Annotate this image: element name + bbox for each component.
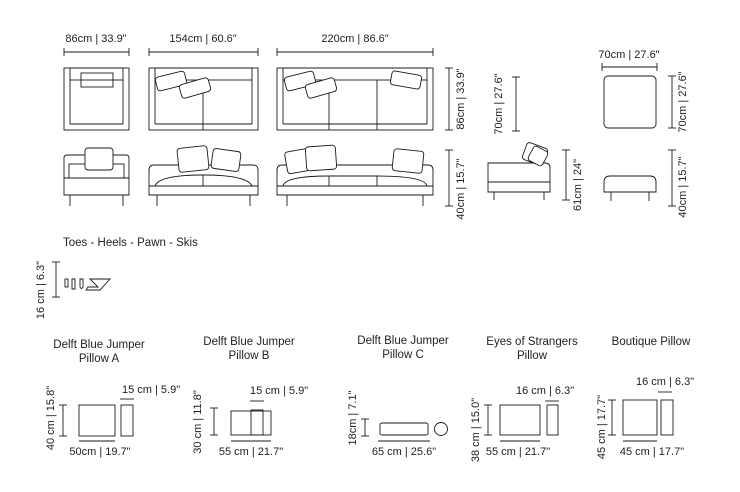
- height-40-front-dimension: [445, 150, 467, 220]
- pillow-b-name-2: Pillow B: [228, 350, 270, 362]
- pillow-a-name: Delft Blue Jumper: [53, 339, 145, 351]
- sofa-154-front-view: [149, 145, 258, 206]
- width-220-label: 220cm | 86.6": [321, 33, 389, 45]
- pillow-b-height-label: 30 cm | 11.8": [192, 390, 204, 454]
- pillow-boutique-name: Boutique Pillow: [611, 336, 691, 348]
- depth-70-ottoman-dimension: [668, 71, 689, 132]
- legs-height-dimension: [35, 261, 60, 319]
- width-86-label: 86cm | 33.9": [65, 33, 127, 45]
- height-40-front-label: 40cm | 15.7": [455, 158, 467, 220]
- depth-70-ottoman-label: 70cm | 27.6": [677, 71, 689, 133]
- sofa-220-top-view: [277, 68, 433, 130]
- pillow-c-name: Delft Blue Jumper: [357, 335, 449, 347]
- sofa-side-view: [488, 142, 550, 200]
- width-154-dimension: [149, 33, 258, 56]
- top-dimension-lines: [64, 33, 660, 71]
- pillow-b-width-label: 55 cm | 21.7": [218, 446, 284, 458]
- legs-title: Toes - Heels - Pawn - Skis: [63, 237, 198, 249]
- width-154-label: 154cm | 60.6": [169, 33, 237, 45]
- legs-illustration: [65, 279, 110, 290]
- height-61-label: 61cm | 24": [572, 158, 584, 212]
- pillow-eos-depth-label: 16 cm | 6.3": [516, 385, 575, 397]
- pillow-a-depth-label: 15 cm | 5.9": [122, 384, 181, 396]
- pillow-eos-name-2: Pillow: [516, 350, 548, 362]
- width-70-dimension: [598, 49, 659, 71]
- legs-height-label: 16 cm | 6.3": [35, 260, 47, 320]
- width-220-dimension: [277, 33, 433, 56]
- pillow-eos-name: Eyes of Strangers: [486, 336, 578, 348]
- pillow-c-name-2: Pillow C: [382, 349, 424, 361]
- pillow-b: [192, 336, 308, 458]
- depth-86-label: 86cm | 33.9": [455, 68, 467, 130]
- width-86-dimension: [64, 33, 129, 56]
- pillow-eos-width-label: 55 cm | 21.7": [485, 446, 551, 458]
- pillow-boutique-height-label: 45 cm | 17.7": [596, 394, 608, 460]
- pillow-b-depth-label: 15 cm | 5.9": [250, 385, 309, 397]
- pillow-eos-height-label: 38 cm | 15.0": [470, 397, 482, 463]
- armchair-top-view: [64, 68, 129, 130]
- height-40-ottoman-dimension: [668, 150, 689, 218]
- depth-70-side-dimension: [493, 73, 520, 134]
- pillow-boutique-depth-label: 16 cm | 6.3": [636, 376, 695, 388]
- ottoman-front-view: [604, 176, 656, 201]
- armchair-front-view: [64, 148, 129, 206]
- pillow-c: [347, 335, 449, 458]
- sofa-154-top-view: [149, 68, 258, 130]
- pillow-boutique: [596, 336, 694, 459]
- sofa-220-front-view: [277, 145, 433, 206]
- pillow-a-width-label: 50cm | 19.7": [69, 446, 131, 458]
- pillow-eyes-of-strangers: [470, 336, 578, 462]
- pillow-a-name-2: Pillow A: [78, 353, 120, 365]
- depth-86-dimension: [445, 68, 467, 130]
- depth-70-side-label: 70cm | 27.6": [493, 73, 505, 135]
- ottoman-top-view: [604, 76, 656, 128]
- pillow-b-name: Delft Blue Jumper: [203, 336, 295, 348]
- pillow-a-height-label: 40 cm | 15.8": [45, 385, 57, 451]
- pillow-a: [45, 339, 180, 458]
- width-70-label: 70cm | 27.6": [598, 49, 660, 61]
- pillow-c-height-label: 18cm | 7.1": [347, 390, 359, 446]
- pillow-boutique-width-label: 45 cm | 17.7": [619, 446, 685, 458]
- pillow-c-width-label: 65 cm | 25.6": [371, 446, 437, 458]
- height-61-dimension: [562, 150, 584, 211]
- height-40-ottoman-label: 40cm | 15.7": [677, 156, 689, 218]
